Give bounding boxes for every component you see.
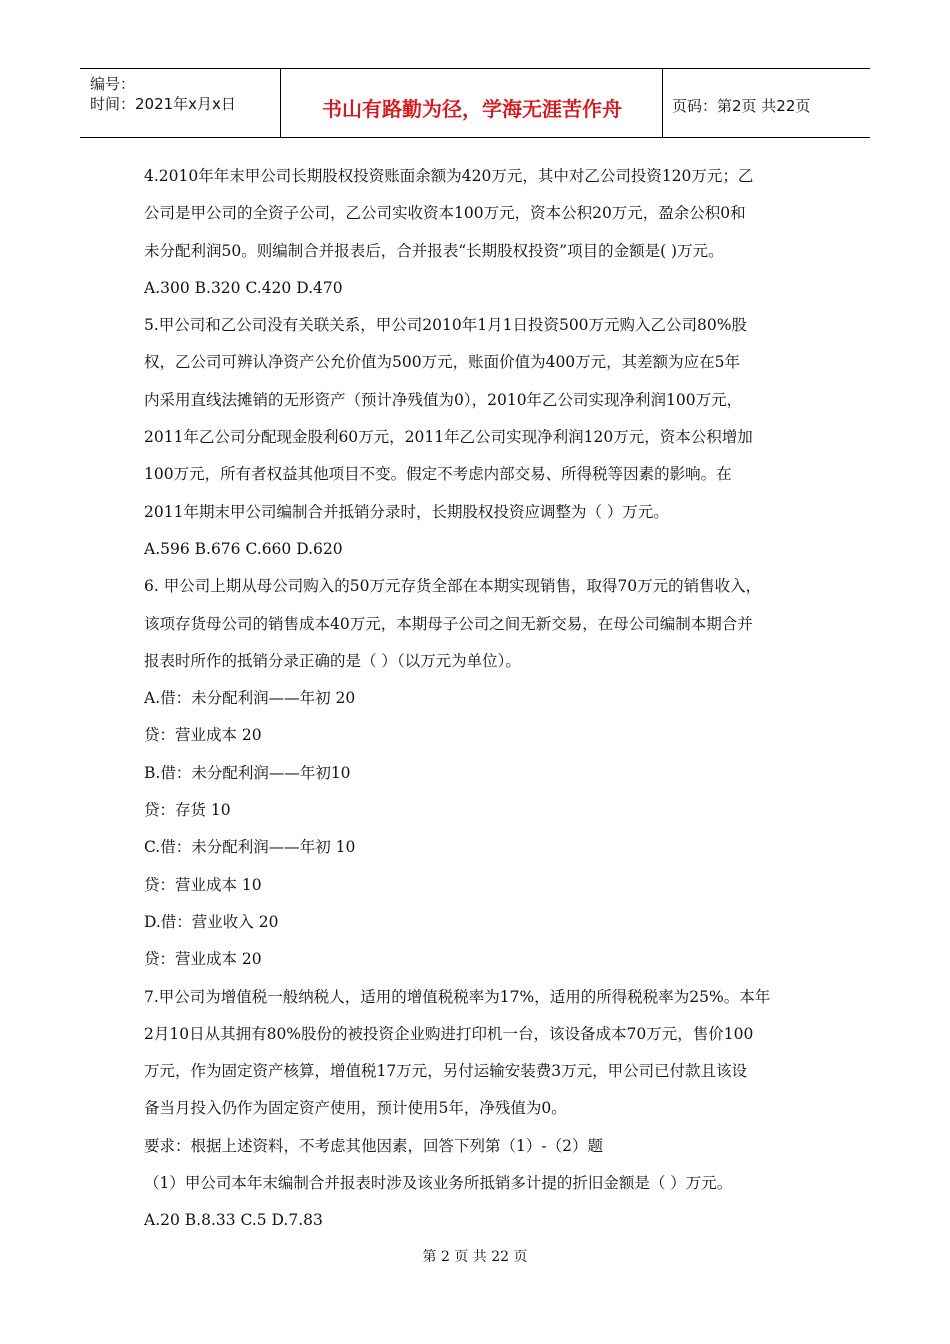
text-line: 2011年期末甲公司编制合并抵销分录时，长期股权投资应调整为（ ）万元。 [144,502,669,521]
text-line: 2011年乙公司分配现金股利60万元，2011年乙公司实现净利润120万元，资本公积增加 [144,428,753,447]
text-line: 公司是甲公司的全资子公司，乙公司实收资本100万元，资本公积20万元，盈余公积0和 [144,204,746,223]
text-line: 6. 甲公司上期从母公司购入的50万元存货全部在本期实现销售，取得70万元的销售收入， [144,577,762,596]
text-line: 万元，作为固定资产核算，增值税17万元，另付运输安装费3万元，甲公司已付款且该设 [144,1062,748,1081]
number-label: 编号： [90,75,136,93]
header-left-cell [80,69,281,137]
text-line: 5.甲公司和乙公司没有关联关系，甲公司2010年1月1日投资500万元购入乙公司80%股 [144,316,747,335]
header-motto-cell [282,69,663,137]
text-line: A.300 B.320 C.420 D.470 [144,278,343,297]
text-line: 贷：营业成本 10 [144,875,262,894]
footer-page-number: 第 2 页 共 22 页 [422,1249,528,1265]
text-line: 备当月投入仍作为固定资产使用，预计使用5年，净残值为0。 [144,1099,567,1118]
text-line: A.20 B.8.33 C.5 D.7.83 [144,1211,323,1230]
text-line: 贷：营业成本 20 [144,950,262,969]
text-line: 权，乙公司可辨认净资产公允价值为500万元，账面价值为400万元，其差额为应在5年 [144,353,741,372]
header-page-info: 页码：第2页 共22页 [672,97,811,115]
text-line: D.借：营业收入 20 [144,912,279,931]
text-line: （1）甲公司本年末编制合并报表时涉及该业务所抵销多计提的折旧金额是（ ）万元。 [144,1174,733,1193]
text-line: 报表时所作的抵销分录正确的是（ ）（以万元为单位）。 [144,651,521,670]
document-body [144,158,824,1240]
text-line: A.借：未分配利润——年初 20 [144,689,356,708]
header-motto: 书山有路勤为径，学海无涯苦作舟 [322,97,622,121]
text-line: B.借：未分配利润——年初10 [144,763,351,782]
text-line: 100万元，所有者权益其他项目不变。假定不考虑内部交易、所得税等因素的影响。在 [144,465,732,484]
date-label: 时间：2021年x月x日 [90,95,236,113]
text-line: 2月10日从其拥有80%股份的被投资企业购进打印机一台，该设备成本70万元，售价100 [144,1024,754,1043]
text-line: 贷：营业成本 20 [144,726,262,745]
text-line: 该项存货母公司的销售成本40万元，本期母子公司之间无新交易，在母公司编制本期合并 [144,614,753,633]
text-line: 内采用直线法摊销的无形资产（预计净残值为0），2010年乙公司实现净利润100万元， [144,390,743,409]
text-line: 4.2010年年末甲公司长期股权投资账面余额为420万元，其中对乙公司投资120万元；乙 [144,167,754,185]
page-footer [0,1246,950,1266]
text-line: C.借：未分配利润——年初 10 [144,838,356,857]
text-line: A.596 B.676 C.660 D.620 [144,539,343,558]
text-line: 未分配利润50。则编制合并报表后，合并报表“长期股权投资”项目的金额是( )万元。 [144,241,724,260]
header-right-cell [664,69,870,137]
text-line: 7.甲公司为增值税一般纳税人，适用的增值税税率为17%，适用的所得税税率为25%。本年 [144,987,771,1006]
text-line: 要求：根据上述资料，不考虑其他因素，回答下列第（1）-（2）题 [144,1136,603,1155]
text-line: 贷：存货 10 [144,801,231,820]
page-header [80,68,870,138]
